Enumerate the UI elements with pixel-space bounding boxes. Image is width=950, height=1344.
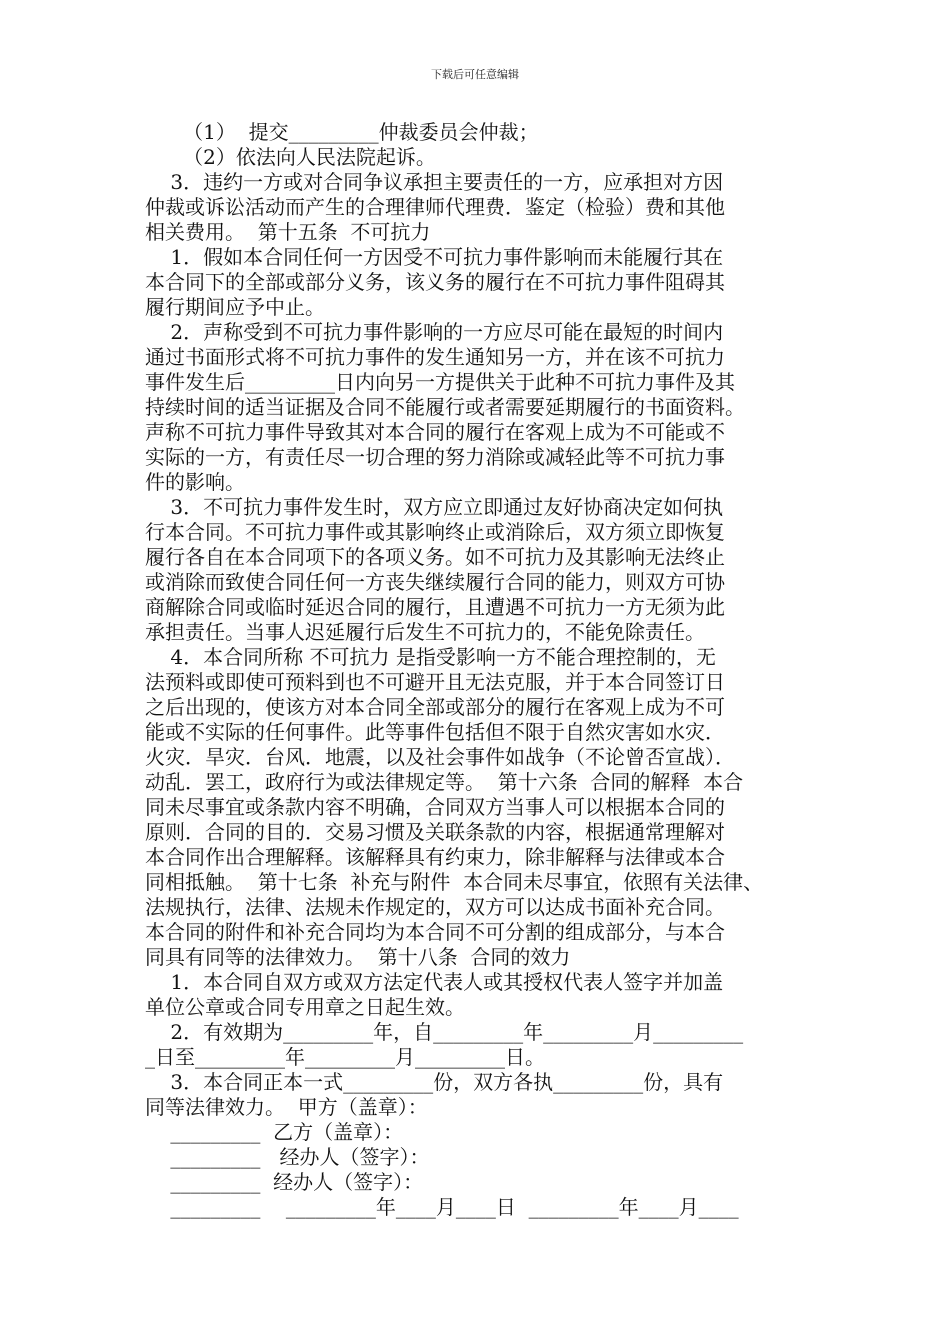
text-line: 相关费用。 第十五条 不可抗力 xyxy=(145,220,431,244)
text-line: 履行期间应予中止。 xyxy=(145,295,325,319)
text-line: 1．本合同自双方或双方法定代表人或其授权代表人签字并加盖 xyxy=(145,970,724,994)
text-line: 或消除而致使合同任何一方丧失继续履行合同的能力，则双方可协 xyxy=(145,570,725,594)
text-line: _日至_________年_________月_________日。 xyxy=(145,1045,545,1069)
text-line: 动乱．罢工，政府行为或法律规定等。 第十六条 合同的解释 本合 xyxy=(145,770,744,794)
text-line: 声称不可抗力事件导致其对本合同的履行在客观上成为不可能或不 xyxy=(145,420,725,444)
text-line: 能或不实际的任何事件。此等事件包括但不限于自然灾害如水灾． xyxy=(145,720,725,744)
text-line: 商解除合同或临时延迟合同的履行，且遭遇不可抗力一方无须为此 xyxy=(145,595,725,619)
text-line: 2．有效期为_________年，自_________年_________月_________ xyxy=(145,1020,744,1044)
text-line: 同相抵触。 第十七条 补充与附件 本合同未尽事宜，依照有关法律、 xyxy=(145,870,764,894)
text-line: （2）依法向人民法院起诉。 xyxy=(145,145,436,169)
text-line: 3．违约一方或对合同争议承担主要责任的一方，应承担对方因 xyxy=(145,170,724,194)
text-line: 火灾．旱灾．台风．地震，以及社会事件如战争（不论曾否宣战）． xyxy=(145,745,735,769)
text-line: 承担责任。当事人迟延履行后发生不可抗力的，不能免除责任。 xyxy=(145,620,705,644)
text-line: 事件发生后_________日内向另一方提供关于此种不可抗力事件及其 xyxy=(145,370,735,394)
text-line: 之后出现的，使该方对本合同全部或部分的履行在客观上成为不可 xyxy=(145,695,725,719)
text-line: 履行各自在本合同项下的各项义务。如不可抗力及其影响无法终止 xyxy=(145,545,725,569)
header-note: 下载后可任意编辑 xyxy=(431,68,519,81)
text-line: 4．本合同所称 不可抗力 是指受影响一方不能合理控制的，无 xyxy=(145,645,716,669)
text-line: 法预料或即使可预料到也不可避开且无法克服，并于本合同签订日 xyxy=(145,670,725,694)
text-line: 持续时间的适当证据及合同不能履行或者需要延期履行的书面资料。 xyxy=(145,395,745,419)
text-line: 本合同的附件和补充合同均为本合同不可分割的组成部分，与本合 xyxy=(145,920,725,944)
text-line: 法规执行，法律、法规未作规定的，双方可以达成书面补充合同。 xyxy=(145,895,725,919)
text-line: 单位公章或合同专用章之日起生效。 xyxy=(145,995,465,1019)
text-line: 3．本合同正本一式_________份，双方各执_________份，具有 xyxy=(145,1070,724,1094)
text-line: 2．声称受到不可抗力事件影响的一方应尽可能在最短的时间内 xyxy=(145,320,724,344)
text-line: 件的影响。 xyxy=(145,470,245,494)
text-line: _________ _________年____月____日 _________年____月____ xyxy=(145,1195,739,1219)
text-line: 原则．合同的目的．交易习惯及关联条款的内容，根据通常理解对 xyxy=(145,820,725,844)
text-line: _________ 经办人（签字）： xyxy=(145,1170,424,1194)
text-line: 同具有同等的法律效力。 第十八条 合同的效力 xyxy=(145,945,571,969)
text-line: 仲裁或诉讼活动而产生的合理律师代理费．鉴定（检验）费和其他 xyxy=(145,195,725,219)
text-line: 同未尽事宜或条款内容不明确，合同双方当事人可以根据本合同的 xyxy=(145,795,725,819)
text-line: 本合同下的全部或部分义务，该义务的履行在不可抗力事件阻碍其 xyxy=(145,270,725,294)
text-line: 同等法律效力。 甲方（盖章）： xyxy=(145,1095,428,1119)
text-line: 1．假如本合同任何一方因受不可抗力事件影响而未能履行其在 xyxy=(145,245,724,269)
text-line: 3．不可抗力事件发生时，双方应立即通过友好协商决定如何执 xyxy=(145,495,724,519)
contract-body xyxy=(145,120,805,1220)
text-line: 通过书面形式将不可抗力事件的发生通知另一方，并在该不可抗力 xyxy=(145,345,725,369)
text-line: 本合同作出合理解释。该解释具有约束力，除非解释与法律或本合 xyxy=(145,845,725,869)
text-line: （1） 提交_________仲裁委员会仲裁； xyxy=(145,120,539,144)
text-line: 实际的一方，有责任尽一切合理的努力消除或减轻此等不可抗力事 xyxy=(145,445,725,469)
text-line: 行本合同。不可抗力事件或其影响终止或消除后，双方须立即恢复 xyxy=(145,520,725,544)
text-line: _________ 乙方（盖章）： xyxy=(145,1120,404,1144)
text-line: _________ 经办人（签字）： xyxy=(145,1145,430,1169)
